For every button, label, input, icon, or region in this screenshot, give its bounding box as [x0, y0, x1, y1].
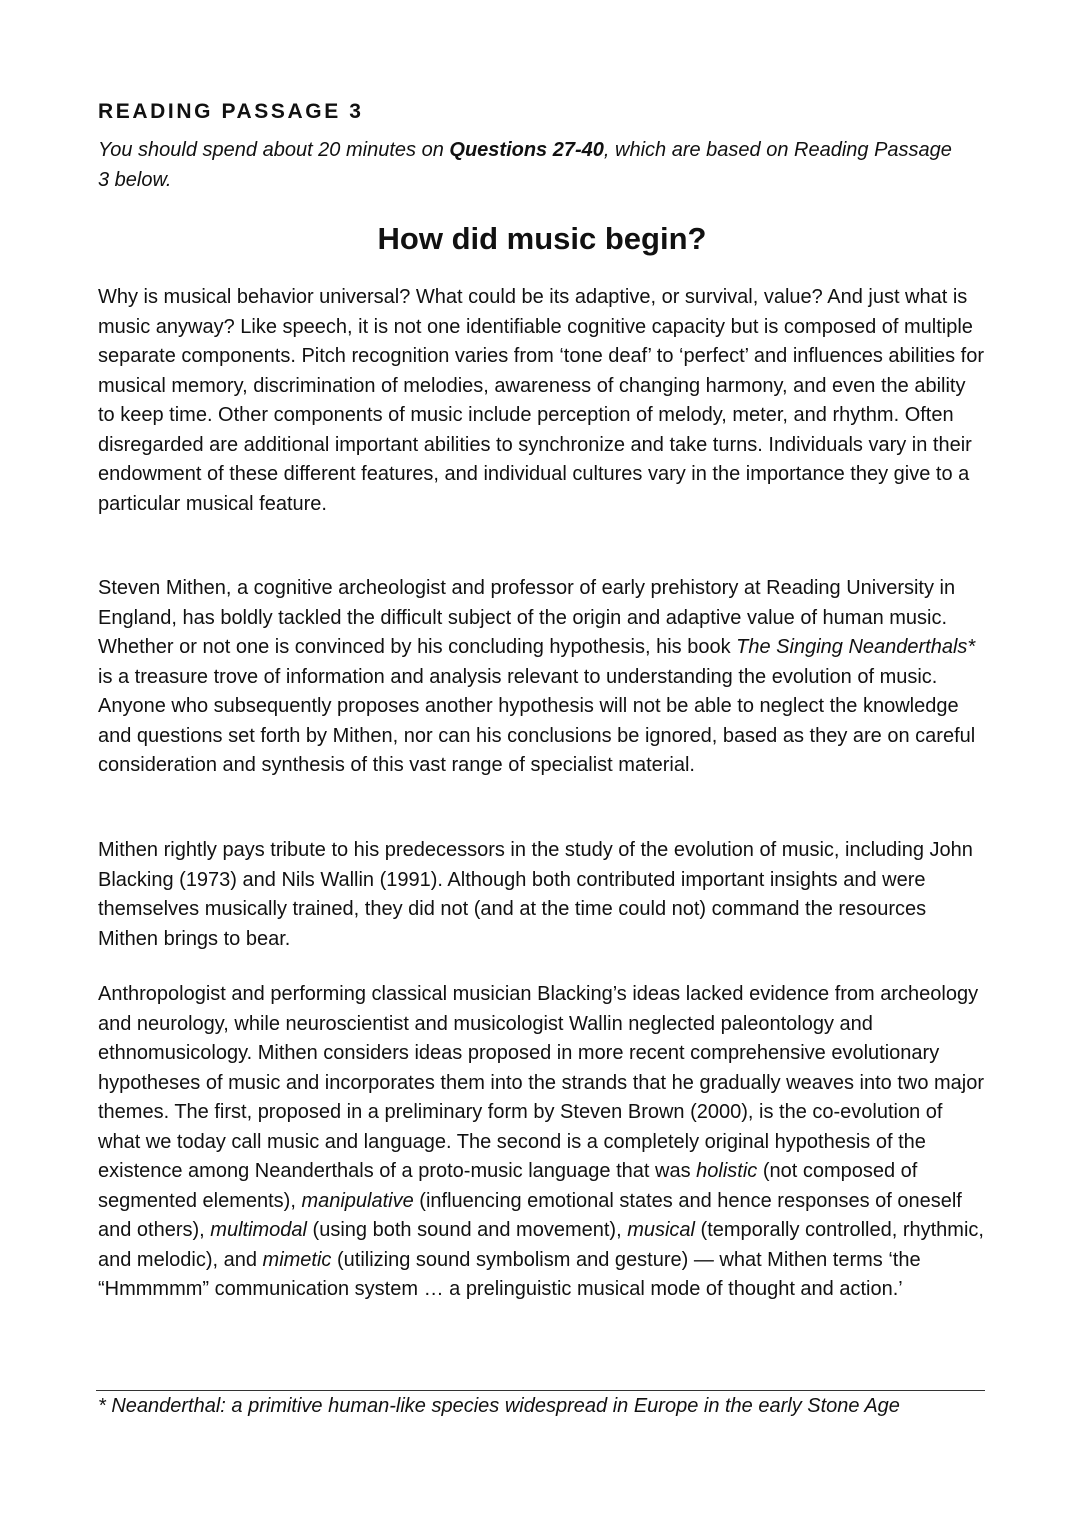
passage-title: How did music begin? — [377, 221, 707, 256]
paragraph-text: Mithen rightly pays tribute to his predecessors in the study of the evolution of music, including John Blacking (1973) and Nils Wallin (1991). Although both contributed important insights and were themselves musically trained, they did not (and at the time could not) command the resources Mithen brings to bear. — [98, 839, 973, 950]
section-heading: READING PASSAGE 3 — [98, 100, 364, 123]
footnote-divider — [96, 1390, 985, 1391]
paragraph-text: Why is musical behavior universal? What could be its adaptive, or survival, value? And just what is music anyway? Like speech, it is not one identifiable cognitive capacity but is composed of multiple separate components. Pitch recognition varies from ‘tone deaf’ to ‘perfect’ and influences abilities for musical memory, discrimination of melodies, awareness of changing harmony, and even the ability to keep time. Other components of music include perception of melody, meter, and rhythm. Often disregarded are additional important abilities to synchronize and take turns. Individuals vary in their endowment of these different features, and individual cultures vary in the importance they give to a particular musical feature. — [98, 286, 985, 515]
instructions-questions: Questions 27-40 — [449, 139, 604, 161]
paragraph-text: Steven Mithen, a cognitive archeologist and professor of early prehistory at Reading University in England, has boldly tackled the difficult subject of the origin and adaptive value of human music. Whether or not one is convinced by his concluding hypothesis, his book — [98, 577, 956, 658]
instructions — [98, 136, 968, 195]
paragraph-text: (influencing emotional states and hence responses of oneself and others), — [98, 1189, 962, 1241]
instructions-text-end: , which are based on Reading Passage 3 below. — [98, 139, 952, 191]
paragraph-text: (utilizing sound symbolism and gesture) — what Mithen terms ‘the “Hmmmmm” communication system … a prelinguistic musical mode of thought and action.’ — [98, 1248, 921, 1300]
paragraph-text: is a treasure trove of information and analysis relevant to understanding the evolution of music. Anyone who subsequently proposes another hypothesis will not be able to neglect the knowledge and questions set forth by Mithen, nor can his conclusions be ignored, based as they are on careful consideration and synthesis of this vast range of specialist material. — [98, 665, 976, 776]
italic-term: manipulative — [301, 1189, 414, 1212]
paragraph-text: (temporally controlled, rhythmic, and melodic), and — [98, 1219, 984, 1271]
paragraph-4 — [98, 980, 986, 1305]
italic-term: multimodal — [210, 1219, 307, 1241]
paragraph-text: (not composed of segmented elements), — [98, 1160, 918, 1212]
italic-term: The Singing Neanderthals* — [736, 636, 976, 658]
instructions-text: You should spend about 20 minutes on — [98, 139, 450, 161]
paragraph-1 — [98, 283, 986, 519]
italic-term: mimetic — [262, 1248, 332, 1271]
italic-term: musical — [627, 1219, 695, 1241]
paragraph-text: Anthropologist and performing classical musician Blacking’s ideas lacked evidence from archeology and neurology, while neuroscientist and musicologist Wallin neglected paleontology and ethnomusicology. Mithen considers ideas proposed in more recent comprehensive evolutionary hypotheses of music and incorporates them into the strands that he gradually weaves into two major themes. The first, proposed in a preliminary form by Steven Brown (2000), is the co-evolution of what we today call music and language. The second is a completely original hypothesis of the existence among Neanderthals of a proto-music language that was — [98, 983, 985, 1182]
paragraph-2 — [98, 574, 986, 781]
italic-term: holistic — [696, 1160, 758, 1182]
paragraph-3 — [98, 836, 986, 954]
paragraph-text: (using both sound and movement), — [307, 1219, 628, 1241]
footnote: * Neanderthal: a primitive human-like species widespread in Europe in the early Stone Age — [98, 1395, 900, 1417]
